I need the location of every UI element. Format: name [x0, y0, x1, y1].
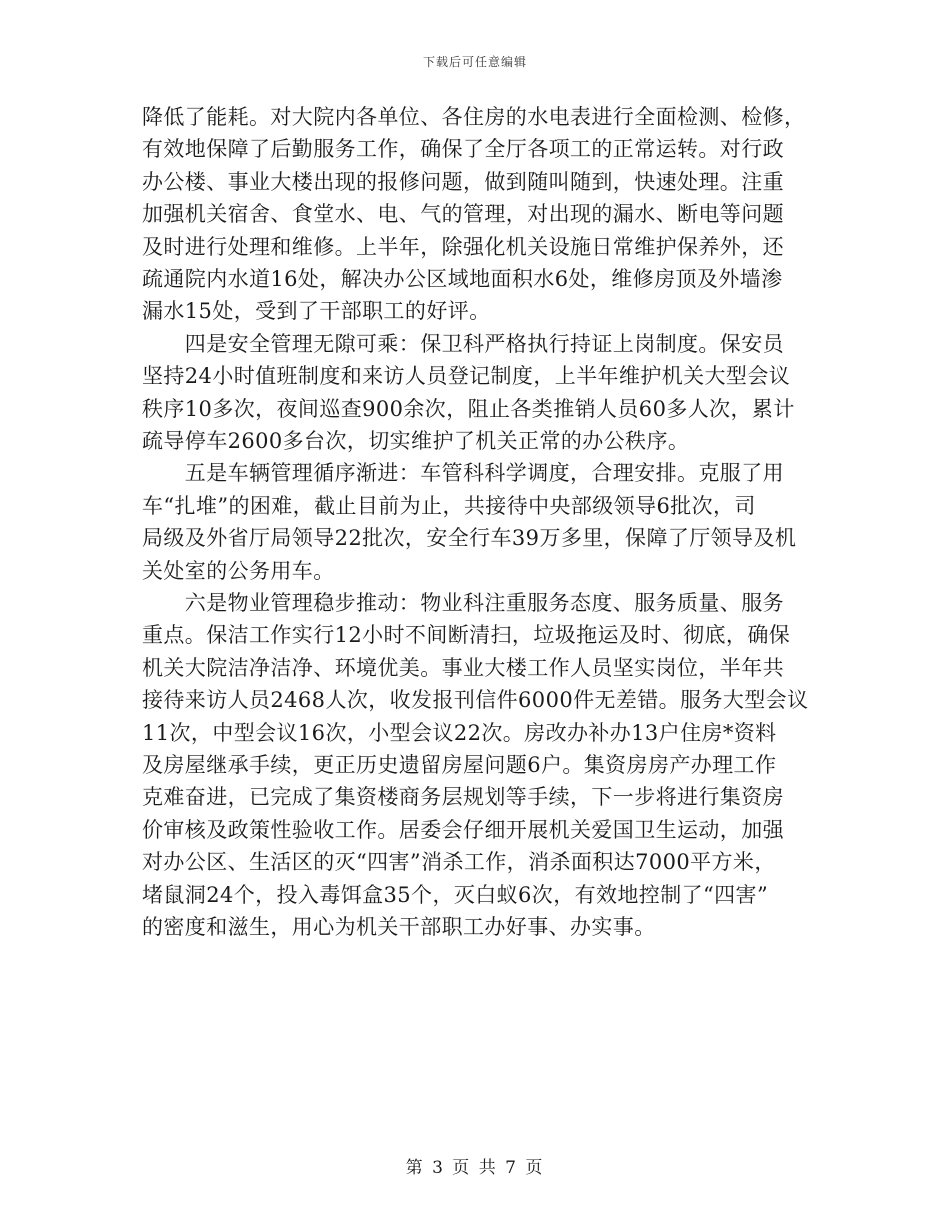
text-line: 有效地保障了后勤服务工作，确保了全厅各项工的正常运转。对行政 [142, 137, 784, 161]
text-line: 加强机关宿舍、食堂水、电、气的管理，对出现的漏水、断电等问题 [142, 202, 784, 226]
text-line: 机关大院洁净洁净、环境优美。事业大楼工作人员坚实岗位，半年共 [142, 656, 784, 680]
text-line: 坚持24小时值班制度和来访人员登记制度，上半年维护机关大型会议 [142, 364, 791, 388]
text-line: 六是物业管理稳步推动：物业科注重服务态度、服务质量、服务 [142, 591, 784, 615]
text-line: 秩序10多次，夜间巡查900余次，阻止各类推销人员60多人次，累计 [142, 397, 795, 421]
text-line: 关处室的公务用车。 [142, 559, 335, 583]
text-line: 及房屋继承手续，更正历史遗留房屋问题6户。集资房房产办理工作 [142, 753, 777, 777]
text-line: 重点。保洁工作实行12小时不间断清扫，垃圾拖运及时、彻底，确保 [142, 623, 791, 647]
text-line: 疏导停车2600多台次，切实维护了机关正常的办公秩序。 [142, 429, 690, 453]
text-line: 漏水15处，受到了干部职工的好评。 [142, 299, 491, 323]
text-line: 降低了能耗。对大院内各单位、各住房的水电表进行全面检测、检修， [142, 105, 806, 129]
text-line: 对办公区、生活区的灭“四害”消杀工作，消杀面积达7000平方米， [142, 850, 776, 874]
text-line: 及时进行处理和维修。上半年，除强化机关设施日常维护保养外，还 [142, 235, 784, 259]
text-line: 克难奋进，已完成了集资楼商务层规划等手续，下一步将进行集资房 [142, 785, 784, 809]
text-line: 11次，中型会议16次，小型会议22次。房改办补办13户住房*资料 [142, 721, 777, 745]
page-header: 下载后可任意编辑 [422, 55, 527, 69]
text-line: 车“扎堆”的困难，截止目前为止，共接待中央部级领导6批次，司 [142, 494, 756, 518]
text-line: 五是车辆管理循序渐进：车管科科学调度，合理安排。克服了用 [142, 461, 784, 485]
text-line: 局级及外省厅局领导22批次，安全行车39万多里，保障了厅领导及机 [142, 526, 797, 550]
text-line: 价审核及政策性验收工作。居委会仔细开展机关爱国卫生运动，加强 [142, 818, 784, 842]
text-line: 疏通院内水道16处，解决办公区域地面积水6处，维修房顶及外墙渗 [142, 267, 783, 291]
text-line: 堵鼠洞24个，投入毒饵盒35个，灭白蚁6次，有效地控制了“四害” [142, 883, 769, 907]
text-line: 办公楼、事业大楼出现的报修问题，做到随叫随到，快速处理。注重 [142, 170, 784, 194]
text-line: 四是安全管理无隙可乘：保卫科严格执行持证上岗制度。保安员 [142, 332, 784, 356]
text-line: 接待来访人员2468人次，收发报刊信件6000件无差错。服务大型会议 [142, 688, 809, 712]
text-line: 的密度和滋生，用心为机关干部职工办好事、办实事。 [142, 915, 656, 939]
page-footer: 第 3 页 共 7 页 [405, 1158, 545, 1178]
